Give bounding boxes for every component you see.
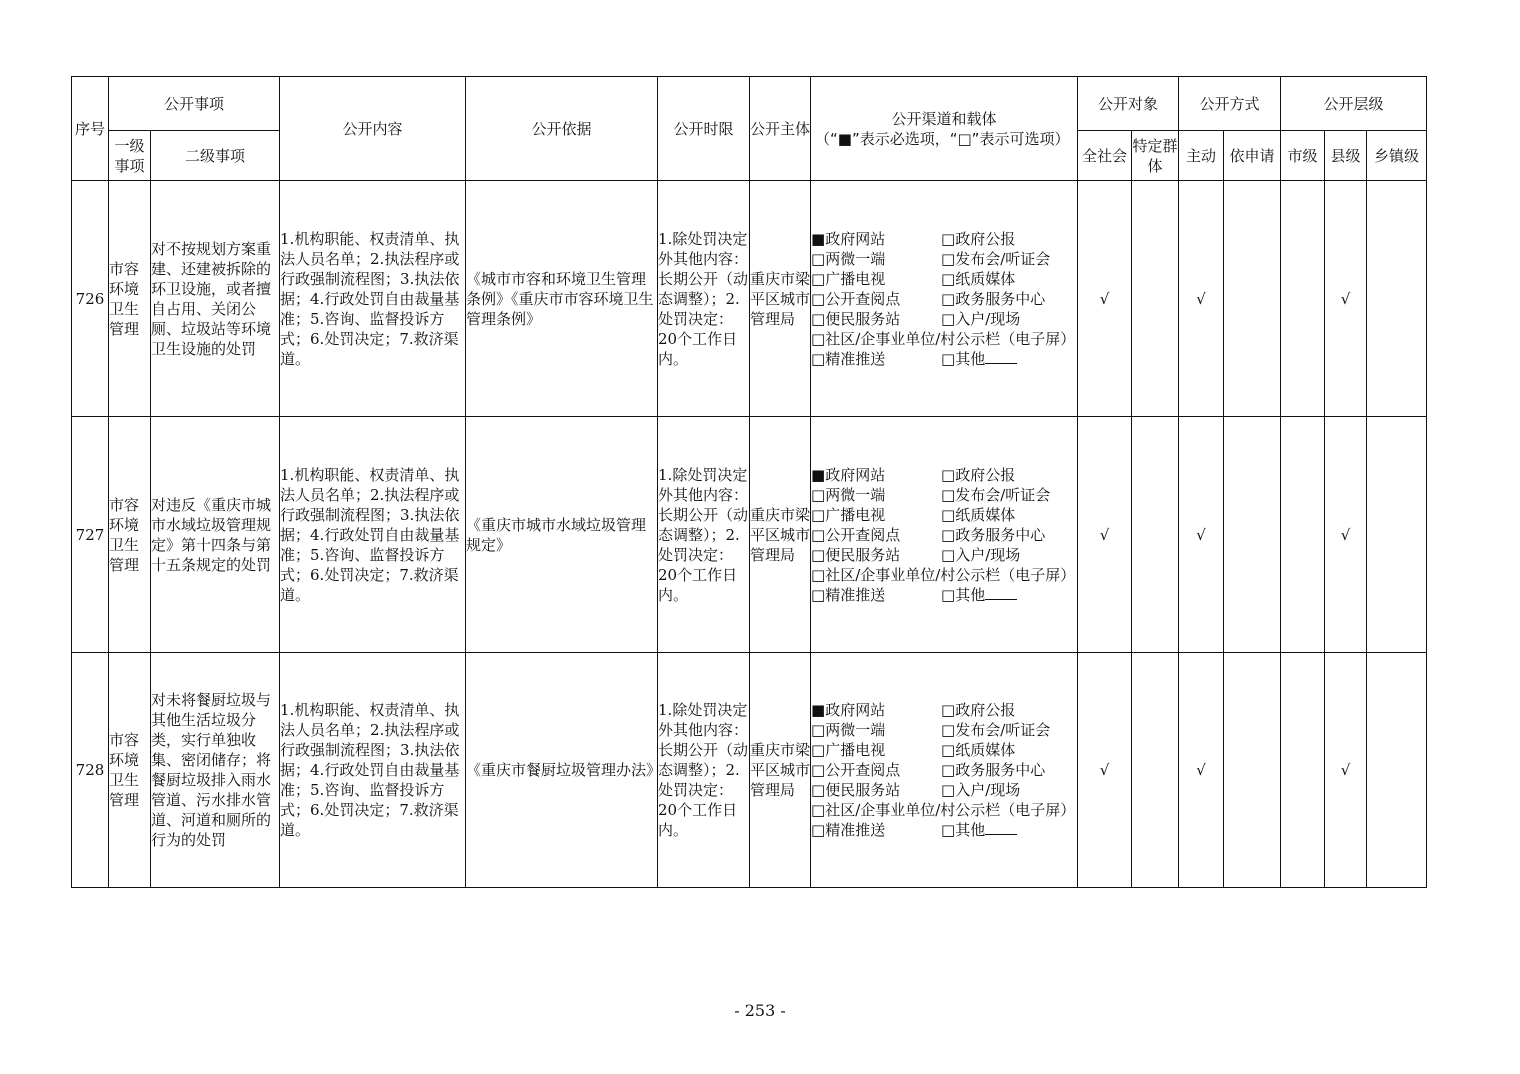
cell-method-apply [1224, 653, 1281, 888]
channel-option: □社区/企事业单位/村公示栏（电子屏） [811, 801, 1076, 819]
header-channel-title: 公开渠道和载体 [891, 109, 997, 128]
disclosure-table [71, 76, 1427, 888]
cell-level2: 对未将餐厨垃圾与其他生活垃圾分类，实行单独收集、密闭储存；将餐厨垃圾排入雨水管道、污水排水管道、河道和厕所的行为的处罚 [151, 653, 280, 888]
cell-seq: 728 [72, 653, 109, 888]
channel-option: □广播电视 [811, 505, 886, 524]
header-channel [811, 77, 1078, 181]
channel-option: □精准推送 [811, 821, 886, 839]
channel-option: □政务服务中心 [941, 289, 1046, 308]
header-target-group: 公开对象 [1078, 77, 1179, 131]
channel-option: □政府公报 [941, 465, 1016, 484]
header-channel-note: （“■”表示必选项，“□”表示可选项） [815, 129, 1070, 148]
channel-option: ■政府网站 [811, 701, 886, 719]
channel-option: □政府公报 [941, 701, 1016, 719]
header-content: 公开内容 [280, 77, 466, 181]
cell-level-county: √ [1325, 417, 1367, 653]
cell-content: 1.机构职能、权责清单、执法人员名单；2.执法程序或行政强制流程图；3.执法依据；4.行政处罚自由裁量基准；5.咨询、监督投诉方式；6.处罚决定；7.救济渠道。 [280, 417, 466, 653]
channel-option: □两微一端 [811, 485, 886, 504]
channel-option: □两微一端 [811, 721, 886, 739]
header-target-all: 全社会 [1078, 131, 1132, 181]
channel-option: □其他 [941, 585, 986, 604]
cell-channels [811, 181, 1078, 417]
channel-option: □纸质媒体 [941, 269, 1016, 288]
channel-option: □便民服务站 [811, 781, 901, 799]
header-level1: 一级事项 [109, 131, 151, 181]
channel-option: □公开查阅点 [811, 289, 901, 308]
cell-subject: 重庆市梁平区城市管理局 [750, 417, 811, 653]
cell-method-active: √ [1179, 181, 1224, 417]
header-level2: 二级事项 [151, 131, 280, 181]
channel-option: □政务服务中心 [941, 761, 1046, 779]
cell-target-specific [1132, 417, 1179, 653]
channel-option: □发布会/听证会 [941, 485, 1051, 504]
cell-level-town [1367, 181, 1427, 417]
channel-option: □纸质媒体 [941, 505, 1016, 524]
channel-option: □入户/现场 [941, 781, 1021, 799]
channel-option: □政务服务中心 [941, 525, 1046, 544]
table-row [72, 417, 1427, 653]
cell-subject: 重庆市梁平区城市管理局 [750, 653, 811, 888]
header-method-apply: 依申请 [1224, 131, 1281, 181]
channel-option: □广播电视 [811, 741, 886, 759]
channel-option: □政府公报 [941, 229, 1016, 248]
cell-time-limit: 1.除处罚决定外其他内容：长期公开（动态调整）；2.处罚决定：20个工作日内。 [658, 653, 750, 888]
cell-level-city [1281, 653, 1325, 888]
blank-line [985, 820, 1017, 835]
cell-method-apply [1224, 417, 1281, 653]
channel-option: □便民服务站 [811, 545, 901, 564]
cell-channels [811, 417, 1078, 653]
cell-method-active: √ [1179, 653, 1224, 888]
header-method-active: 主动 [1179, 131, 1224, 181]
channel-option: □纸质媒体 [941, 741, 1016, 759]
channel-option: □精准推送 [811, 585, 886, 604]
table-row [72, 181, 1427, 417]
channel-option: □便民服务站 [811, 309, 901, 328]
table-row [72, 653, 1427, 888]
channel-option: □公开查阅点 [811, 525, 901, 544]
cell-time-limit: 1.除处罚决定外其他内容：长期公开（动态调整）；2.处罚决定：20个工作日内。 [658, 417, 750, 653]
header-seq: 序号 [72, 77, 109, 181]
cell-level-county: √ [1325, 653, 1367, 888]
cell-level-city [1281, 181, 1325, 417]
channel-option: □两微一端 [811, 249, 886, 268]
channel-option: □发布会/听证会 [941, 721, 1051, 739]
channel-option: □社区/企事业单位/村公示栏（电子屏） [811, 329, 1076, 348]
blank-line [985, 585, 1017, 600]
channel-option: □精准推送 [811, 349, 886, 368]
cell-level2: 对不按规划方案重建、还建被拆除的环卫设施，或者擅自占用、关闭公厕、垃圾站等环境卫生设施的处罚 [151, 181, 280, 417]
cell-level1: 市容环境卫生管理 [109, 181, 151, 417]
cell-level-town [1367, 653, 1427, 888]
header-level-town: 乡镇级 [1367, 131, 1427, 181]
page-number: - 253 - [734, 1001, 786, 1020]
cell-level-city [1281, 417, 1325, 653]
header-level-county: 县级 [1325, 131, 1367, 181]
header-method-group: 公开方式 [1179, 77, 1281, 131]
cell-time-limit: 1.除处罚决定外其他内容：长期公开（动态调整）；2.处罚决定：20个工作日内。 [658, 181, 750, 417]
cell-seq: 726 [72, 181, 109, 417]
channel-option: □入户/现场 [941, 545, 1021, 564]
cell-basis: 《重庆市餐厨垃圾管理办法》 [466, 653, 658, 888]
cell-target-specific [1132, 181, 1179, 417]
cell-target-specific [1132, 653, 1179, 888]
channel-option: □公开查阅点 [811, 761, 901, 779]
cell-seq: 727 [72, 417, 109, 653]
header-time-limit: 公开时限 [658, 77, 750, 181]
channel-option: ■政府网站 [811, 229, 886, 248]
cell-content: 1.机构职能、权责清单、执法人员名单；2.执法程序或行政强制流程图；3.执法依据；4.行政处罚自由裁量基准；5.咨询、监督投诉方式；6.处罚决定；7.救济渠道。 [280, 181, 466, 417]
channel-option: □社区/企事业单位/村公示栏（电子屏） [811, 565, 1076, 584]
header-level-group: 公开层级 [1281, 77, 1427, 131]
cell-basis: 《城市市容和环境卫生管理条例》《重庆市市容环境卫生管理条例》 [466, 181, 658, 417]
channel-option: □广播电视 [811, 269, 886, 288]
cell-level-town [1367, 417, 1427, 653]
header-target-specific: 特定群体 [1132, 131, 1179, 181]
header-basis: 公开依据 [466, 77, 658, 181]
header-items-group: 公开事项 [109, 77, 280, 131]
cell-target-all: √ [1078, 417, 1132, 653]
blank-line [985, 349, 1017, 364]
cell-target-all: √ [1078, 653, 1132, 888]
cell-subject: 重庆市梁平区城市管理局 [750, 181, 811, 417]
cell-level-county: √ [1325, 181, 1367, 417]
cell-content: 1.机构职能、权责清单、执法人员名单；2.执法程序或行政强制流程图；3.执法依据；4.行政处罚自由裁量基准；5.咨询、监督投诉方式；6.处罚决定；7.救济渠道。 [280, 653, 466, 888]
header-level-city: 市级 [1281, 131, 1325, 181]
cell-level1: 市容环境卫生管理 [109, 417, 151, 653]
cell-method-active: √ [1179, 417, 1224, 653]
cell-level2: 对违反《重庆市城市水域垃圾管理规定》第十四条与第十五条规定的处罚 [151, 417, 280, 653]
cell-method-apply [1224, 181, 1281, 417]
cell-basis: 《重庆市城市水域垃圾管理规定》 [466, 417, 658, 653]
cell-target-all: √ [1078, 181, 1132, 417]
channel-option: □其他 [941, 821, 986, 839]
channel-option: □入户/现场 [941, 309, 1021, 328]
cell-channels [811, 653, 1078, 888]
cell-level1: 市容环境卫生管理 [109, 653, 151, 888]
channel-option: □其他 [941, 349, 986, 368]
channel-option: ■政府网站 [811, 465, 886, 484]
channel-option: □发布会/听证会 [941, 249, 1051, 268]
header-subject: 公开主体 [750, 77, 811, 181]
